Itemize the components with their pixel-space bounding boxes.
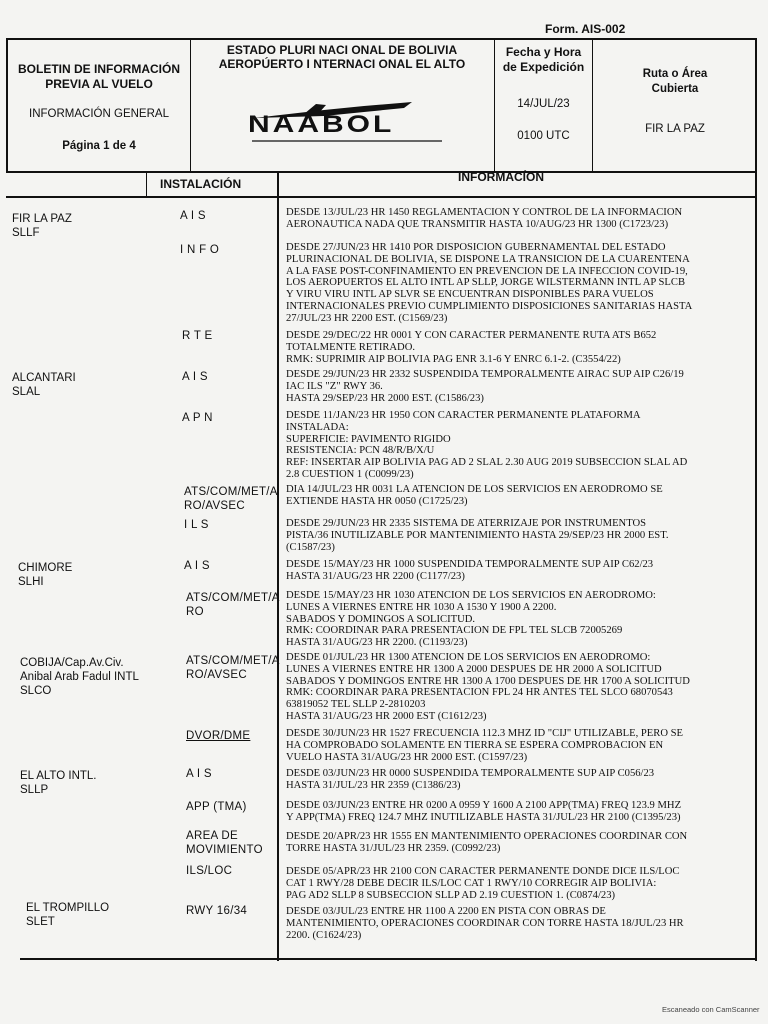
location-alcantari: ALCANTARI SLAL bbox=[12, 372, 76, 398]
location-cobija: COBIJA/Cap.Av.Civ. Anibal Arab Fadul INTL SLCO bbox=[20, 657, 139, 697]
date-value: 14/JUL/23 bbox=[517, 98, 570, 110]
scanner-footer: Escaneado con CamScanner bbox=[662, 1005, 760, 1014]
info-1: DESDE 27/JUN/23 HR 1410 POR DISPOSICION GUBERNAMENTAL DEL ESTADO PLURINACIONAL DE BOLIVIA, SE DISPONE LA TRANSICION DE LA CUARENTENA A LA FASE POST-CONFINAMIENTO EN PREVENCION DE LA INFECCION COVID-19, LOS AEROPUERTOS EL ALTO INTL AP SLLP, JORGE WILSTERMANN INTL AP SLCB Y VIRU VIRU INTL AP SLVR SE ENCUENTRAN DISPONIBLES PARA VUELOS INTERNACIONALES PREVIO CUMPLIMIENTO DISPOSICIONES SANITARIAS HASTA 27/JUL/23 HR 2200 EST. (C1569/23) bbox=[286, 242, 693, 324]
info-7: DESDE 15/MAY/23 HR 1000 SUSPENDIDA TEMPORALMENTE SUP AIP C62/23 HASTA 31/AUG/23 HR 2200 (C1177/23) bbox=[286, 559, 654, 582]
installation-7: A I S bbox=[184, 560, 210, 572]
page-number: Página 1 de 4 bbox=[62, 140, 136, 152]
route-label: Ruta o Área Cubierta bbox=[642, 68, 708, 95]
installation-11: A I S bbox=[186, 768, 212, 780]
col-divider-mid bbox=[277, 171, 279, 961]
installation-15: RWY 16/34 bbox=[186, 905, 248, 917]
info-11: DESDE 03/JUN/23 HR 0000 SUSPENDIDA TEMPORALMENTE SUP AIP C056/23 HASTA 31/JUL/23 HR 2359 (C1386/23) bbox=[286, 768, 655, 791]
state-title: ESTADO PLURI NACI ONAL DE BOLIVIA bbox=[226, 43, 458, 57]
colhead-bottom bbox=[6, 196, 756, 198]
location-el-trompillo: EL TROMPILLO SLET bbox=[26, 902, 110, 928]
col-divider-left bbox=[146, 171, 147, 198]
installation-6: I L S bbox=[184, 519, 209, 531]
installation-1: I N F O bbox=[180, 244, 220, 256]
info-15: DESDE 03/JUL/23 ENTRE HR 1100 A 2200 EN PISTA CON OBRAS DE MANTENIMIENTO, OPERACIONES COORDINAR CON TORRE HASTA 18/JUL/23 HR 2200. (C1624/23) bbox=[286, 906, 684, 941]
table-bottom-border bbox=[20, 958, 757, 960]
form-code: Form. AIS-002 bbox=[545, 22, 626, 36]
info-14: DESDE 05/APR/23 HR 2100 CON CARACTER PERMANENTE DONDE DICE ILS/LOC CAT 1 RWY/28 DEBE DECIR ILS/LOC CAT 1 RWY/10 CORREGIR AIP BOLIVIA: PAG AD2 SLLP 8 SUBSECCION SLLP AD 2.19 CUESTION 1. (C0874/23) bbox=[286, 866, 680, 901]
installation-2: R T E bbox=[182, 330, 213, 342]
column-instalacion: INSTALACIÓN bbox=[160, 177, 242, 191]
info-6: DESDE 29/JUN/23 HR 2335 SISTEMA DE ATERRIZAJE POR INSTRUMENTOS PISTA/36 INUTILIZABLE POR MANTENIMIENTO HASTA 29/SEP/23 HR 2000 EST. (C1587/23) bbox=[286, 518, 669, 553]
info-8: DESDE 15/MAY/23 HR 1030 ATENCION DE LOS SERVICIOS EN AERODROMO: LUNES A VIERNES ENTRE HR 1030 A 1530 Y 1900 A 2200. SABADOS Y DOMINGOS A SOLICITUD. RMK: COORDINAR PARA PRESENTACION DE FPL TEL SLCB 72005269 HASTA 31/AUG/23 HR 2200. (C1193/23) bbox=[286, 590, 656, 649]
header-divider-3 bbox=[592, 38, 593, 173]
date-label: Fecha y Hora de Expedición bbox=[502, 45, 585, 74]
bulletin-title: BOLETIN DE INFORMACIÓN PREVIA AL VUELO bbox=[18, 62, 180, 91]
header-top-border bbox=[6, 38, 756, 40]
header-bottom-border bbox=[6, 171, 756, 173]
installation-14: ILS/LOC bbox=[186, 865, 233, 877]
info-10: DESDE 30/JUN/23 HR 1527 FRECUENCIA 112.3 MHZ ID "CIJ" UTILIZABLE, PERO SE HA COMPROBADO SOLAMENTE EN TIERRA SE ESPERA COMPROBACION EN VUELO HASTA 31/AUG/23 HR 2000 EST. (C1597/23) bbox=[286, 728, 683, 763]
installation-0: A I S bbox=[180, 210, 206, 222]
bulletin-subtitle: INFORMACIÓN GENERAL bbox=[29, 108, 169, 120]
info-4: DESDE 11/JAN/23 HR 1950 CON CARACTER PERMANENTE PLATAFORMA INSTALADA: SUPERFICIE: PAVIMENTO RIGIDO RESISTENCIA: PCN 48/R/B/X/U REF: INSERTAR AIP BOLIVIA PAG AD 2 SLAL 2.30 AUG 2019 SUBSECCION SLAL AD 2.8 CUESTION 1 (C0099/23) bbox=[286, 410, 688, 480]
info-12: DESDE 03/JUN/23 ENTRE HR 0200 A 0959 Y 1600 A 2100 APP(TMA) FREQ 123.9 MHZ Y APP(TMA) FREQ 124.7 MHZ INUTILIZABLE HASTA 31/JUL/23 HR 2100 (C1395/23) bbox=[286, 800, 682, 823]
header-divider-1 bbox=[190, 38, 191, 173]
header-left-border bbox=[6, 38, 8, 173]
column-informacion: INFORMACÍON bbox=[458, 170, 544, 184]
location-fir-la-paz: FIR LA PAZ SLLF bbox=[12, 213, 72, 239]
time-value: 0100 UTC bbox=[517, 130, 570, 142]
info-2: DESDE 29/DEC/22 HR 0001 Y CON CARACTER PERMANENTE RUTA ATS B652 TOTALMENTE RETIRADO. RMK: SUPRIMIR AIP BOLIVIA PAG ENR 3.1-6 Y ENRC 6.1-2. (C3554/22) bbox=[286, 330, 657, 365]
col-divider-right bbox=[755, 171, 757, 961]
airport-title: AEROPÚERTO I NTERNACI ONAL EL ALTO bbox=[218, 57, 466, 71]
installation-3: A I S bbox=[182, 371, 208, 383]
location-chimore: CHIMORE SLHI bbox=[18, 562, 73, 588]
info-3: DESDE 29/JUN/23 HR 2332 SUSPENDIDA TEMPORALMENTE AIRAC SUP AIP C26/19 IAC ILS "Z" RWY 36. HASTA 29/SEP/23 HR 2000 EST. (C1586/23) bbox=[286, 369, 684, 404]
info-0: DESDE 13/JUL/23 HR 1450 REGLAMENTACION Y CONTROL DE LA INFORMACION AERONAUTICA NADA QUE TRANSMITIR HASTA 10/AUG/23 HR 1300 (C1723/23) bbox=[286, 207, 683, 230]
route-value: FIR LA PAZ bbox=[645, 123, 705, 135]
installation-4: A P N bbox=[182, 412, 213, 424]
info-9: DESDE 01/JUL/23 HR 1300 ATENCION DE LOS SERVICIOS EN AERODROMO: LUNES A VIERNES ENTRE HR 1300 A 2000 DESPUES DE HR 2000 A SOLICITUD SABADOS Y DOMINGOS ENTRE HR 1300 A 1700 DESPUES DE HR 1700 A SOLICITUD RMK: COORDINAR PARA PRESENTACION FPL 24 HR ANTES TEL SLCO 68070543 63819052 TEL SLLP 2-2810203 HASTA 31/AUG/23 HR 2000 EST (C1612/23) bbox=[286, 652, 690, 722]
info-13: DESDE 20/APR/23 HR 1555 EN MANTENIMIENTO OPERACIONES COORDINAR CON TORRE HASTA 31/JUL/23 HR 2359. (C0992/23) bbox=[286, 831, 688, 854]
logo-text: NAABOL bbox=[248, 111, 395, 138]
installation-5: ATS/COM/MET/A RO/AVSEC bbox=[184, 486, 278, 512]
info-5: DIA 14/JUL/23 HR 0031 LA ATENCION DE LOS SERVICIOS EN AERODROMO SE EXTIENDE HASTA HR 0050 (C1725/23) bbox=[286, 484, 663, 507]
header-right-border bbox=[755, 38, 757, 173]
installation-12: APP (TMA) bbox=[186, 801, 247, 813]
installation-8: ATS/COM/MET/A RO bbox=[186, 592, 280, 618]
location-el-alto: EL ALTO INTL. SLLP bbox=[20, 770, 97, 796]
installation-9: ATS/COM/MET/A RO/AVSEC bbox=[186, 655, 280, 681]
installation-13: AREA DE MOVIMIENTO bbox=[186, 830, 263, 856]
naabol-logo bbox=[244, 96, 454, 146]
installation-10: DVOR/DME bbox=[186, 730, 251, 742]
